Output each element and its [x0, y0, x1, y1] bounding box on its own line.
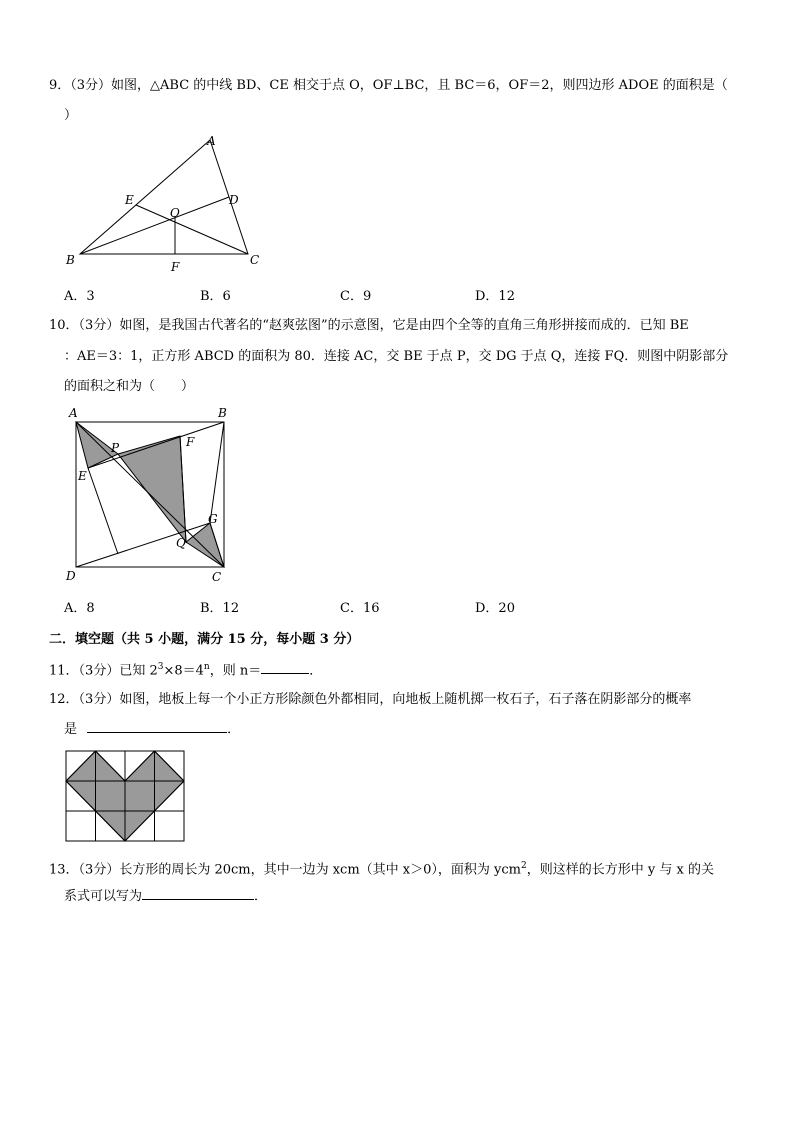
shaded-region-qgc	[186, 523, 224, 567]
label-f: F	[186, 435, 195, 449]
q10-option-a[interactable]: A．8	[64, 601, 95, 616]
label-q: Q	[176, 536, 186, 550]
median-ce	[136, 205, 248, 254]
label-a: A	[207, 134, 216, 148]
q9-option-d[interactable]: D．12	[475, 289, 515, 304]
q11-middle: ×8＝4	[163, 663, 204, 679]
triangle-abc	[80, 140, 248, 254]
q13-line1-prefix: 13．（3分）长方形的周长为 20cm，其中一边为 xcm（其中 x＞0），面积为 ycm	[49, 862, 521, 878]
label-f: F	[171, 260, 180, 274]
q9-option-c[interactable]: C．9	[340, 289, 372, 304]
q9-stem-line1: 9．（3分）如图，△ABC 的中线 BD、CE 相交于点 O，OF⊥BC，且 BC＝6，OF＝2，则四边形 ADOE 的面积是（	[49, 78, 728, 93]
label-p: P	[111, 441, 120, 455]
q13-exponent-2: 2	[521, 861, 527, 871]
q9-triangle-figure	[60, 132, 280, 277]
q9-option-b[interactable]: B．6	[200, 289, 231, 304]
label-b: B	[66, 253, 75, 267]
label-c: C	[212, 570, 222, 584]
q11-prefix: 11．（3分）已知 2	[49, 663, 158, 679]
q13-line2-prefix: 系式可以写为	[64, 889, 143, 904]
label-b: B	[218, 406, 227, 420]
q11-suffix: ，则 n＝	[209, 663, 262, 679]
label-g: G	[208, 512, 218, 526]
q12-end: ．	[227, 722, 241, 737]
q13-line1-suffix: ，则这样的长方形中 y 与 x 的关	[526, 862, 714, 878]
q13-end: ．	[254, 889, 268, 904]
q11-exponent-3: 3	[157, 662, 164, 672]
q10-option-b[interactable]: B．12	[200, 601, 240, 616]
q10-stem-line3: 的面积之和为（ ）	[64, 379, 195, 394]
q12-answer-blank[interactable]	[87, 732, 227, 733]
q12-floor-grid-figure	[66, 751, 186, 843]
label-o: O	[170, 206, 180, 220]
q11-end: ．	[309, 663, 323, 679]
q10-option-d[interactable]: D．20	[475, 601, 515, 616]
diagonal-ac	[76, 422, 224, 567]
q13-stem-line2	[64, 888, 267, 906]
q11-stem	[49, 658, 322, 680]
segment-bg	[210, 422, 224, 523]
q11-answer-blank[interactable]	[261, 673, 309, 674]
label-d: D	[66, 569, 76, 583]
label-c: C	[250, 253, 260, 267]
q13-answer-blank[interactable]	[142, 899, 254, 900]
q12-line2-prefix: 是	[64, 722, 78, 737]
shaded-region-pfq	[118, 436, 186, 542]
q12-stem-line2	[64, 721, 240, 739]
label-a: A	[69, 406, 78, 420]
q10-option-c[interactable]: C．16	[340, 601, 380, 616]
q10-stem-line1: 10．（3分）如图，是我国古代著名的“赵爽弦图”的示意图，它是由四个全等的直角三角形拼接而成的．已知 BE	[49, 318, 689, 333]
q9-stem-line2: ）	[64, 108, 78, 123]
section-heading-fill-in-blank: 二．填空题（共 5 小题，满分 15 分，每小题 3 分）	[49, 632, 360, 647]
q12-stem-line1: 12．（3分）如图，地板上每一个小正方形除颜色外都相同，向地板上随机掷一枚石子，石子落在阴影部分的概率	[49, 692, 692, 707]
segment-ef	[88, 468, 118, 554]
q10-zhao-shuang-figure	[60, 402, 240, 587]
label-e: E	[78, 469, 87, 483]
q11-exponent-n: n	[203, 662, 210, 672]
q13-stem-line1	[49, 857, 714, 879]
q9-option-a[interactable]: A．3	[64, 289, 95, 304]
median-bd	[80, 197, 229, 254]
q10-stem-line2: ：AE＝3：1，正方形 ABCD 的面积为 80．连接 AC，交 BE 于点 P，交 DG 于点 Q，连接 FQ．则图中阴影部分	[64, 349, 729, 364]
label-d: D	[229, 193, 239, 207]
label-e: E	[125, 193, 134, 207]
